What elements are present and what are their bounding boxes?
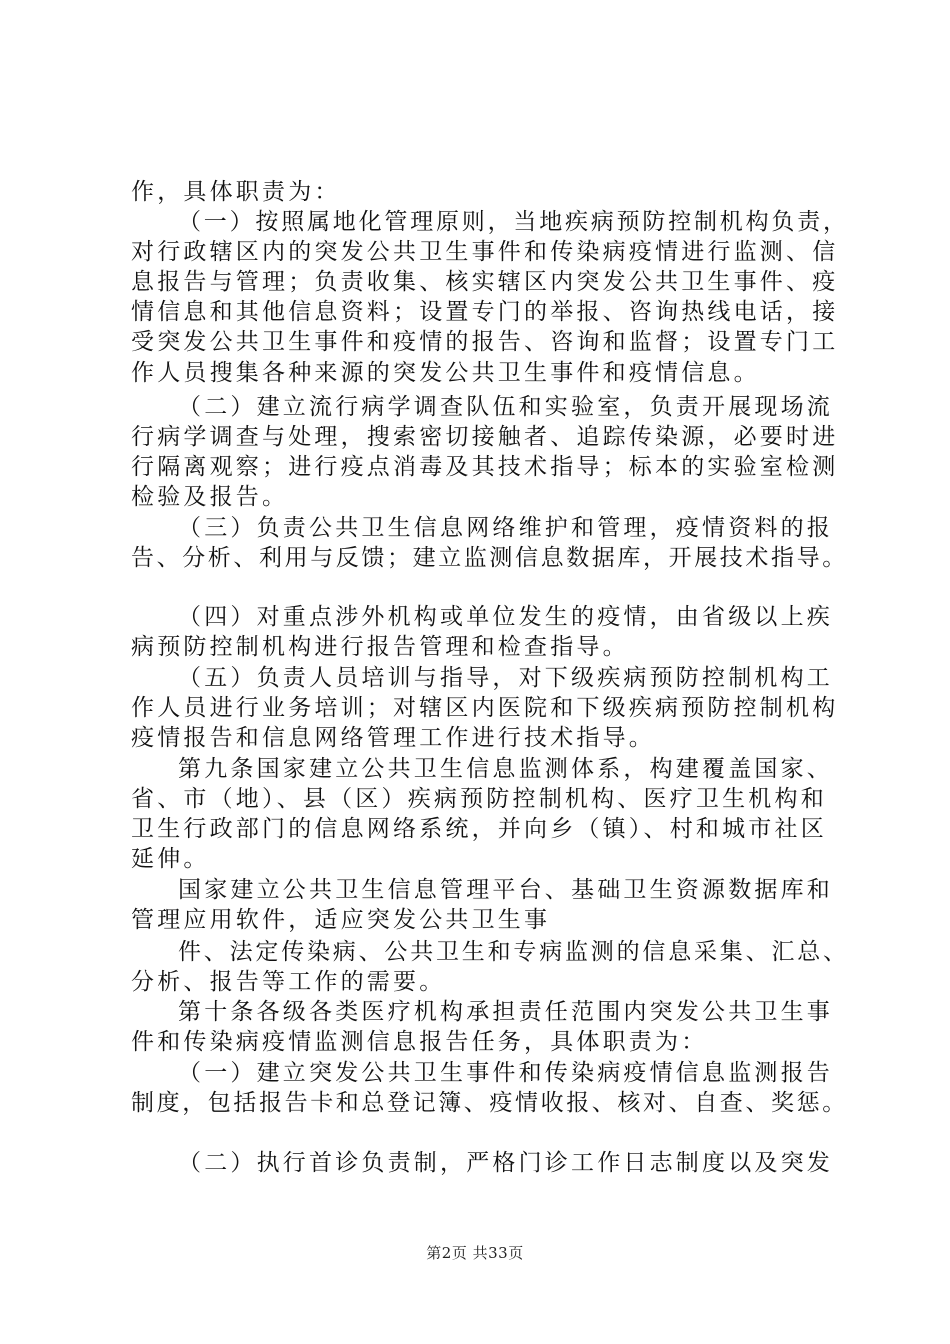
- text-line: 管理应用软件，适应突发公共卫生事: [131, 907, 551, 933]
- text-line: 件和传染病疫情监测信息报告任务，具体职责为：: [131, 1029, 708, 1055]
- text-line: 作，具体职责为：: [131, 179, 341, 205]
- text-line: 延伸。: [131, 846, 210, 872]
- text-line: 件、法定传染病、公共卫生和专病监测的信息采集、汇总、: [178, 939, 849, 965]
- text-line: 作人员搜集各种来源的突发公共卫生事件和疫情信息。: [131, 360, 760, 386]
- text-line: 行隔离观察；进行疫点消毒及其技术指导；标本的实验室检测: [131, 454, 839, 480]
- text-line: （三）负责公共卫生信息网络维护和管理，疫情资料的报: [178, 515, 833, 541]
- text-line: 情信息和其他信息资料；设置专门的举报、咨询热线电话，接: [131, 299, 839, 325]
- text-line: 分析、报告等工作的需要。: [131, 969, 446, 995]
- text-line: 第十条各级各类医疗机构承担责任范围内突发公共卫生事: [178, 999, 833, 1025]
- text-line: 制度，包括报告卡和总登记簿、疫情收报、核对、自查、奖惩。: [131, 1090, 848, 1116]
- text-line: 告、分析、利用与反馈；建立监测信息数据库，开展技术指导。: [131, 545, 848, 571]
- text-line: （四）对重点涉外机构或单位发生的疫情，由省级以上疾: [178, 604, 833, 630]
- text-line: 卫生行政部门的信息网络系统，并向乡（镇）、村和城市社区: [131, 816, 827, 842]
- text-line: 受突发公共卫生事件和疫情的报告、咨询和监督；设置专门工: [131, 329, 839, 355]
- text-line: （五）负责人员培训与指导，对下级疾病预防控制机构工: [178, 665, 833, 691]
- text-line: 国家建立公共卫生信息管理平台、基础卫生资源数据库和: [178, 877, 833, 903]
- text-line: 作人员进行业务培训；对辖区内医院和下级疾病预防控制机构: [131, 695, 839, 721]
- text-line: （二）执行首诊负责制，严格门诊工作日志制度以及突发: [178, 1150, 833, 1176]
- text-line: 病预防控制机构进行报告管理和检查指导。: [131, 634, 629, 660]
- text-line: （二）建立流行病学调查队伍和实验室，负责开展现场流: [178, 394, 833, 420]
- page-number-footer: 第2页 共33页: [426, 1244, 524, 1262]
- text-line: （一）建立突发公共卫生事件和传染病疫情信息监测报告: [178, 1060, 833, 1086]
- text-line: （一）按照属地化管理原则，当地疾病预防控制机构负责，: [178, 209, 849, 235]
- text-line: 对行政辖区内的突发公共卫生事件和传染病疫情进行监测、信: [131, 239, 839, 265]
- text-line: 检验及报告。: [131, 484, 289, 510]
- text-line: 第九条国家建立公共卫生信息监测体系，构建覆盖国家、: [178, 756, 833, 782]
- text-line: 疫情报告和信息网络管理工作进行技术指导。: [131, 725, 655, 751]
- text-line: 行病学调查与处理，搜索密切接触者、追踪传染源，必要时进: [131, 424, 839, 450]
- text-line: 省、市（地）、县（区）疾病预防控制机构、医疗卫生机构和: [131, 786, 827, 812]
- text-line: 息报告与管理；负责收集、核实辖区内突发公共卫生事件、疫: [131, 269, 839, 295]
